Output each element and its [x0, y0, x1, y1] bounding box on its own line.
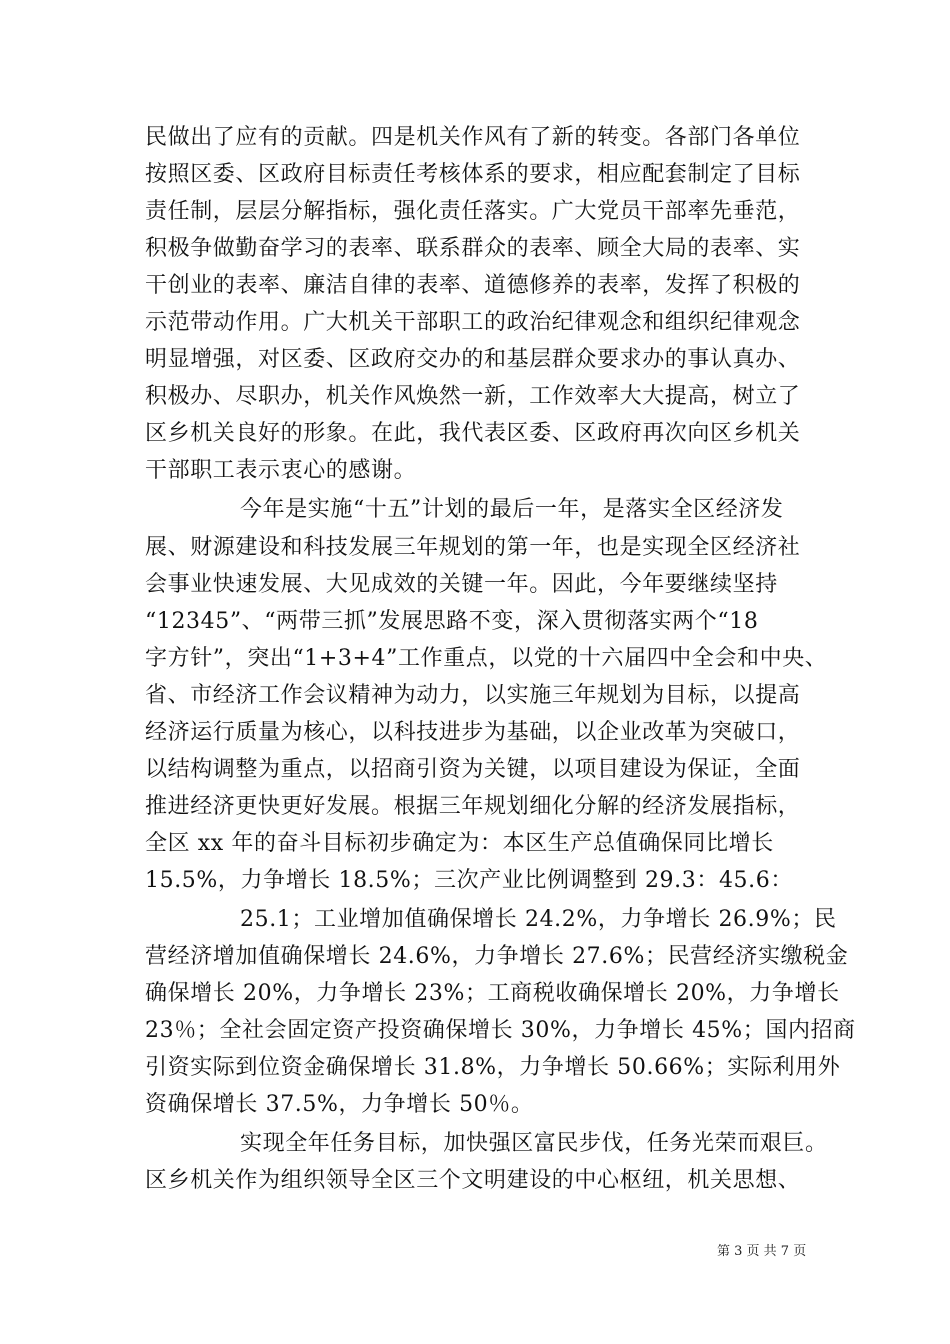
- text-line: 明显增强，对区委、区政府交办的和基层群众要求办的事认真办、: [145, 347, 801, 372]
- text-line: “12345”、“两带三抓”发展思路不变，深入贯彻落实两个“18: [145, 609, 759, 634]
- paragraph-start-line: 25.1；工业增加值确保增长 24.2%，力争增长 26.9%；民: [240, 907, 837, 932]
- text-line: 干部职工表示衷心的感谢。: [145, 458, 417, 483]
- text-line: 展、财源建设和科技发展三年规划的第一年，也是实现全区经济社: [145, 535, 801, 560]
- paragraph-start-line: 今年是实施“十五”计划的最后一年，是落实全区经济发: [240, 497, 784, 522]
- text-line: 示范带动作用。广大机关干部职工的政治纪律观念和组织纪律观念: [145, 310, 801, 335]
- text-line: 字方针”，突出“1+3+4”工作重点，以党的十六届四中全会和中央、: [145, 646, 828, 671]
- text-line: 营经济增加值确保增长 24.6%，力争增长 27.6%；民营经济实缴税金: [145, 944, 849, 969]
- text-line: 责任制，层层分解指标，强化责任落实。广大党员干部率先垂范，: [145, 199, 801, 224]
- text-line: 省、市经济工作会议精神为动力，以实施三年规划为目标，以提高: [145, 683, 801, 708]
- text-line: 按照区委、区政府目标责任考核体系的要求，相应配套制定了目标: [145, 162, 801, 187]
- text-line: 推进经济更快更好发展。根据三年规划细化分解的经济发展指标，: [145, 794, 801, 819]
- text-line: 以结构调整为重点，以招商引资为关键，以项目建设为保证，全面: [145, 757, 801, 782]
- text-line: 引资实际到位资金确保增长 31.8%，力争增长 50.66%；实际利用外: [145, 1055, 841, 1080]
- page-number: 第 3 页 共 7 页: [717, 1244, 807, 1259]
- text-line: 资确保增长 37.5%，力争增长 50％。: [145, 1092, 534, 1117]
- text-line: 积极办、尽职办，机关作风焕然一新，工作效率大大提高，树立了: [145, 384, 801, 409]
- text-line: 确保增长 20%，力争增长 23%；工商税收确保增长 20%，力争增长: [145, 981, 840, 1006]
- text-line: 经济运行质量为核心，以科技进步为基础，以企业改革为突破口，: [145, 720, 801, 745]
- text-line: 干创业的表率、廉洁自律的表率、道德修养的表率，发挥了积极的: [145, 273, 801, 298]
- text-line: 15.5%，力争增长 18.5%；三次产业比例调整到 29.3：45.6：: [145, 868, 793, 893]
- text-line: 民做出了应有的贡献。四是机关作风有了新的转变。各部门各单位: [145, 125, 801, 150]
- text-line: 区乡机关作为组织领导全区三个文明建设的中心枢纽，机关思想、: [145, 1168, 801, 1193]
- text-line: 全区 xx 年的奋斗目标初步确定为：本区生产总值确保同比增长: [145, 831, 774, 856]
- paragraph-start-line: 实现全年任务目标，加快强区富民步伐，任务光荣而艰巨。: [240, 1131, 828, 1156]
- text-line: 积极争做勤奋学习的表率、联系群众的表率、顾全大局的表率、实: [145, 236, 801, 261]
- text-line: 会事业快速发展、大见成效的关键一年。因此，今年要继续坚持: [145, 572, 778, 597]
- text-line: 区乡机关良好的形象。在此，我代表区委、区政府再次向区乡机关: [145, 421, 801, 446]
- text-line: 23％；全社会固定资产投资确保增长 30%，力争增长 45%；国内招商: [145, 1018, 856, 1043]
